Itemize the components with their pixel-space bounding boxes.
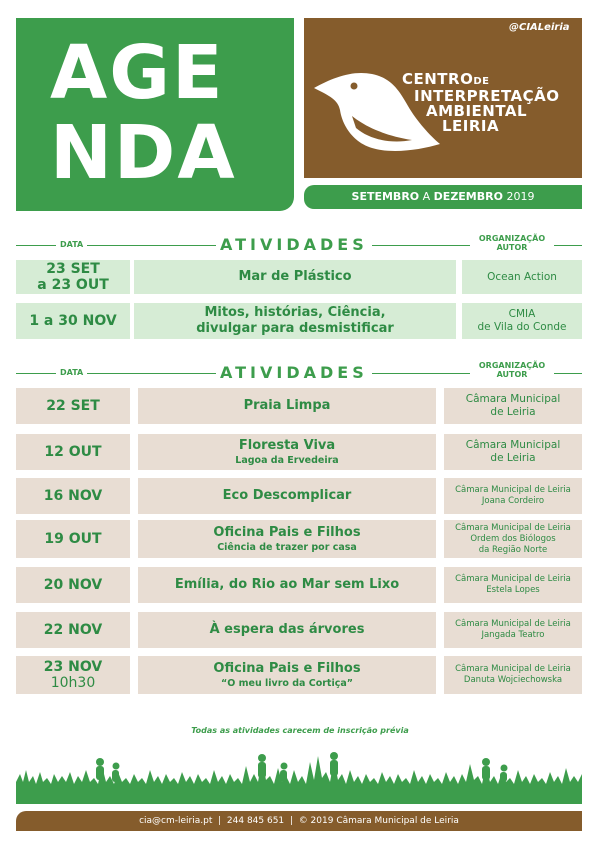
period-band (304, 185, 582, 209)
section2-row4-activity (138, 520, 436, 558)
date-line: 16 NOV (43, 488, 103, 504)
date-line: 22 SET (46, 398, 100, 414)
section1-row1-org (462, 260, 582, 294)
footer-sep: | (289, 816, 293, 826)
activity-title: Oficina Pais e Filhos (213, 660, 361, 676)
section2-row2-org (444, 434, 582, 470)
section2-row3-org (444, 478, 582, 514)
center-name (402, 72, 560, 134)
center-line4: LEIRIA (442, 117, 500, 135)
agenda-banner (16, 18, 294, 211)
section2-row6-activity (138, 612, 436, 648)
section1-row1-activity (134, 260, 456, 294)
date-line: 1 a 30 NOV (29, 313, 117, 329)
org-line: Ocean Action (487, 270, 557, 283)
activity-title: Eco Descomplicar (222, 488, 352, 503)
org-line: Câmara Municipal de Leiria (455, 664, 571, 674)
registration-note: Todas as atividades carecem de inscrição prévia (191, 726, 409, 735)
section2-row6-org (444, 612, 582, 648)
org-line: Câmara Municipal de Leiria (455, 574, 571, 584)
grass-silhouette-icon (16, 752, 582, 804)
date-time: 10h30 (50, 675, 96, 691)
section2-row5-activity (138, 567, 436, 603)
section1-row2-activity (134, 303, 456, 339)
section2-row6-date (16, 612, 130, 648)
activity-title: Floresta Viva (238, 437, 336, 453)
section2-row7-activity (138, 656, 436, 694)
section2-row3-date (16, 478, 130, 514)
center-line2: INTERPRETAÇÃO (414, 87, 560, 105)
section1-org-label-1: ORGANIZAÇÃO (478, 234, 546, 243)
section1-title: ATIVIDADES (216, 235, 372, 254)
section1-row2-date (16, 303, 130, 339)
org-line: Câmara Municipal de Leiria (455, 485, 571, 495)
org-line: Câmara Municipal (465, 393, 561, 405)
period-end: DEZEMBRO (433, 190, 503, 203)
org-line2: de Leiria (490, 406, 536, 418)
org-line2: de Vila do Conde (477, 321, 567, 333)
activity-subtitle: Ciência de trazer por casa (217, 541, 357, 553)
activity-title: À espera das árvores (209, 622, 365, 637)
center-line1-small: DE (473, 76, 490, 87)
activity-subtitle: Lagoa da Ervedeira (235, 454, 339, 466)
activity-title: Emília, do Rio ao Mar sem Lixo (174, 577, 400, 592)
footer-email[interactable]: cia@cm-leiria.pt (139, 816, 213, 826)
org-line2: Ordem dos Biólogos (470, 533, 556, 544)
activity-subtitle: “O meu livro da Cortiça” (220, 677, 354, 689)
date-line: 23 NOV (43, 659, 103, 675)
date-line: 19 OUT (44, 531, 102, 547)
period-start: SETEMBRO (351, 190, 420, 203)
section2-row5-date (16, 567, 130, 603)
org-line3: da Região Norte (478, 544, 548, 555)
org-line2: Jangada Teatro (481, 630, 545, 640)
section2-row4-date (16, 520, 130, 558)
section2-row1-activity (138, 388, 436, 424)
date-line: 22 NOV (43, 622, 103, 638)
footer-bar (16, 811, 582, 831)
section1-org-label (470, 234, 554, 252)
org-line2: Danuta Wojciechowska (463, 675, 563, 685)
section2-row2-date (16, 434, 130, 470)
agenda-title-line1: AGE (50, 30, 225, 116)
period-year: 2019 (506, 190, 535, 203)
org-line2: Estela Lopes (486, 585, 540, 595)
section2-date-label: DATA (56, 368, 87, 377)
section2-org-label (470, 361, 554, 379)
section2-row1-org (444, 388, 582, 424)
date-line: 12 OUT (44, 444, 102, 460)
section1-row1-date (16, 260, 130, 294)
section2-row4-org (444, 520, 582, 558)
section2-org-label-1: ORGANIZAÇÃO (478, 361, 546, 370)
section2-row5-org (444, 567, 582, 603)
org-line2: Joana Cordeiro (481, 496, 545, 506)
org-line2: de Leiria (490, 452, 536, 464)
org-line: Câmara Municipal de Leiria (455, 619, 571, 629)
footer-copyright: © 2019 Câmara Municipal de Leiria (298, 816, 459, 826)
section2-title: ATIVIDADES (216, 363, 372, 382)
activity-title: Mitos, histórias, Ciência, (204, 305, 386, 320)
activity-title: Praia Limpa (243, 398, 331, 413)
section2-row2-activity (138, 434, 436, 470)
section1-row2-org (462, 303, 582, 339)
date-line: 20 NOV (43, 577, 103, 593)
section1-org-label-2: AUTOR (496, 243, 528, 252)
activity-title: Oficina Pais e Filhos (213, 524, 361, 540)
section2-row7-org (444, 656, 582, 694)
period-a: A (422, 190, 431, 203)
activity-title: Mar de Plástico (238, 269, 352, 284)
section2-org-label-2: AUTOR (496, 370, 528, 379)
section1-date-label: DATA (56, 240, 87, 249)
date-line2: a 23 OUT (37, 277, 109, 293)
center-line3: AMBIENTAL (426, 102, 528, 120)
org-line: Câmara Municipal de Leiria (455, 522, 571, 533)
agenda-title-line2: NDA (50, 110, 237, 196)
section2-row7-date (16, 656, 130, 694)
section2-row1-date (16, 388, 130, 424)
org-line: CMIA (508, 308, 536, 320)
org-line: Câmara Municipal (465, 439, 561, 451)
footer-phone[interactable]: 244 845 651 (226, 816, 285, 826)
social-handle: @CIALeiria (509, 22, 570, 33)
center-line1: CENTRO (402, 70, 474, 88)
footer-sep: | (218, 816, 222, 826)
section2-row3-activity (138, 478, 436, 514)
activity-title-line2: divulgar para desmistificar (196, 321, 394, 336)
date-line: 23 SET (46, 261, 100, 277)
